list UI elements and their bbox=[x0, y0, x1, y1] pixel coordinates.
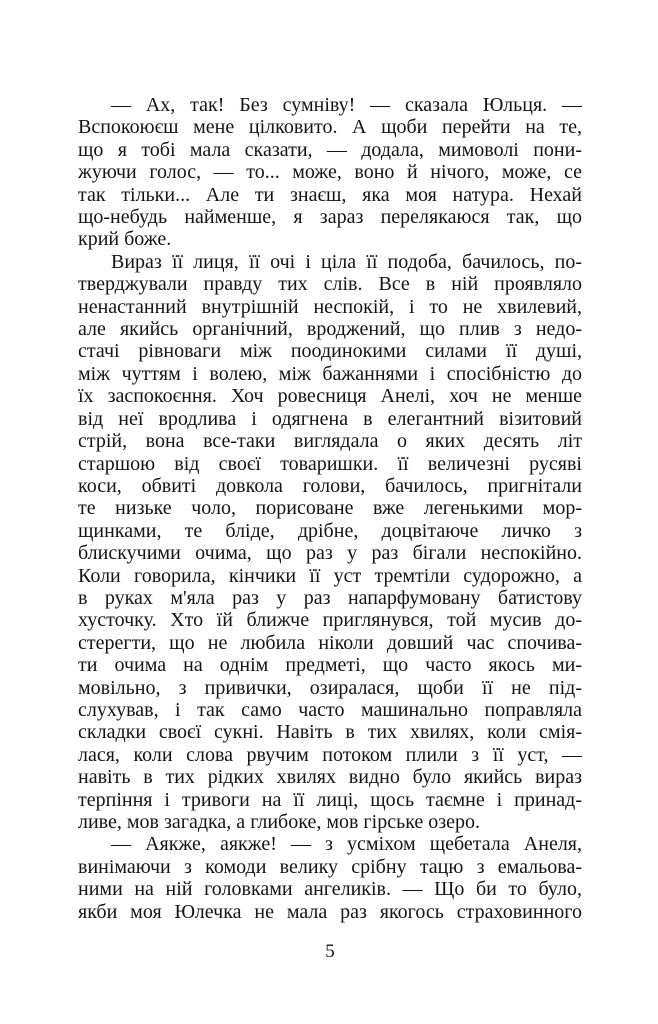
text-line: — Ах, так! Без сумніву! — сказала Юльця. — bbox=[111, 94, 582, 116]
text-line: стачі рівноваги між поодинокими силами її душі, bbox=[78, 340, 582, 363]
paragraph bbox=[78, 833, 582, 923]
text-line: що я тобі мала сказати, — додала, мимоволі пони- bbox=[78, 138, 582, 161]
text-line: тверджували правду тих слів. Все в ній проявляло bbox=[78, 273, 582, 296]
text-line: ними на ній головками ангеликів. — Що би то було, bbox=[78, 878, 582, 901]
text-line: слухував, і так само часто машинально поправляла bbox=[78, 698, 582, 721]
text-line: жуючи голос, — то... може, воно й нічого, може, се bbox=[78, 161, 582, 184]
text-line: лася, коли слова рвучим потоком плили з її уст, — bbox=[78, 743, 582, 766]
text-line: хусточку. Хто їй ближче приглянувся, той мусив до- bbox=[78, 609, 582, 632]
text-line: в руках м'яла раз у раз напарфумовану батистову bbox=[78, 586, 582, 609]
text-line: складки своєї сукні. Навіть в тих хвилях, коли смія- bbox=[78, 721, 582, 744]
text-line: те низьке чоло, порисоване вже легенькими мор- bbox=[78, 497, 582, 520]
text-line: — Аякже, аякже! — з усміхом щебетала Анеля, bbox=[111, 833, 582, 856]
text-line: винімаючи з комоди велику срібну тацю з емальова- bbox=[78, 855, 582, 878]
text-line: крий боже. bbox=[78, 228, 172, 251]
text-line: ненастанний внутрішній неспокій, і то не хвилевий, bbox=[78, 295, 582, 318]
text-line: що-небудь найменше, я зараз перелякаюся так, що bbox=[78, 206, 582, 229]
page-number: 5 bbox=[325, 941, 335, 962]
text-line: від неї вродлива і одягнена в елегантний візитовий bbox=[78, 407, 582, 430]
text-line: навіть в тих рідких хвилях видно було якийсь вираз bbox=[78, 766, 582, 789]
text-line: так тільки... Але ти знаєш, яка моя натура. Нехай bbox=[78, 183, 582, 206]
paragraph bbox=[78, 251, 582, 834]
text-line: їх заспокоєння. Хоч ровесниця Анелі, хоч не менше bbox=[78, 385, 582, 408]
paragraph bbox=[78, 94, 582, 251]
text-line: стерегти, що не любила ніколи довший час спочива- bbox=[78, 631, 582, 654]
text-line: Вираз її лиця, її очі і ціла її подоба, бачилось, по- bbox=[111, 250, 582, 273]
text-line: терпіння і тривоги на її лиці, щось таємне і принад- bbox=[78, 788, 582, 811]
text-line: блискучими очима, що раз у раз бігали неспокійно. bbox=[78, 542, 582, 565]
text-line: Вспокоюєш мене цілковито. А щоби перейти на те, bbox=[78, 116, 582, 139]
text-line: старшою від своєї товаришки. її величезні русяві bbox=[78, 452, 582, 475]
text-line: стрій, вона все-таки виглядала о яких десять літ bbox=[78, 430, 582, 453]
text-line: коси, обвиті довкола голови, бачилось, пригнітали bbox=[78, 474, 582, 497]
text-line: ливе, мов загадка, а глибоке, мов гірське озеро. bbox=[78, 811, 481, 833]
text-line: ти очима на однім предметі, що часто якось ми- bbox=[78, 654, 582, 677]
text-line: мовільно, з привички, озиралася, щоби її не під- bbox=[78, 676, 582, 699]
text-line: щинками, те бліде, дрібне, доцвітаюче личко з bbox=[78, 519, 582, 542]
text-line: між чуттям і волею, між бажаннями і спосібністю до bbox=[78, 362, 582, 385]
page-text-block bbox=[78, 94, 582, 923]
text-line: але якийсь органічний, вроджений, що плив з недо- bbox=[78, 318, 582, 341]
text-line: Коли говорила, кінчики її уст тремтіли судорожно, а bbox=[78, 564, 582, 587]
text-line: якби моя Юлечка не мала раз якогось страховинного bbox=[78, 900, 582, 923]
